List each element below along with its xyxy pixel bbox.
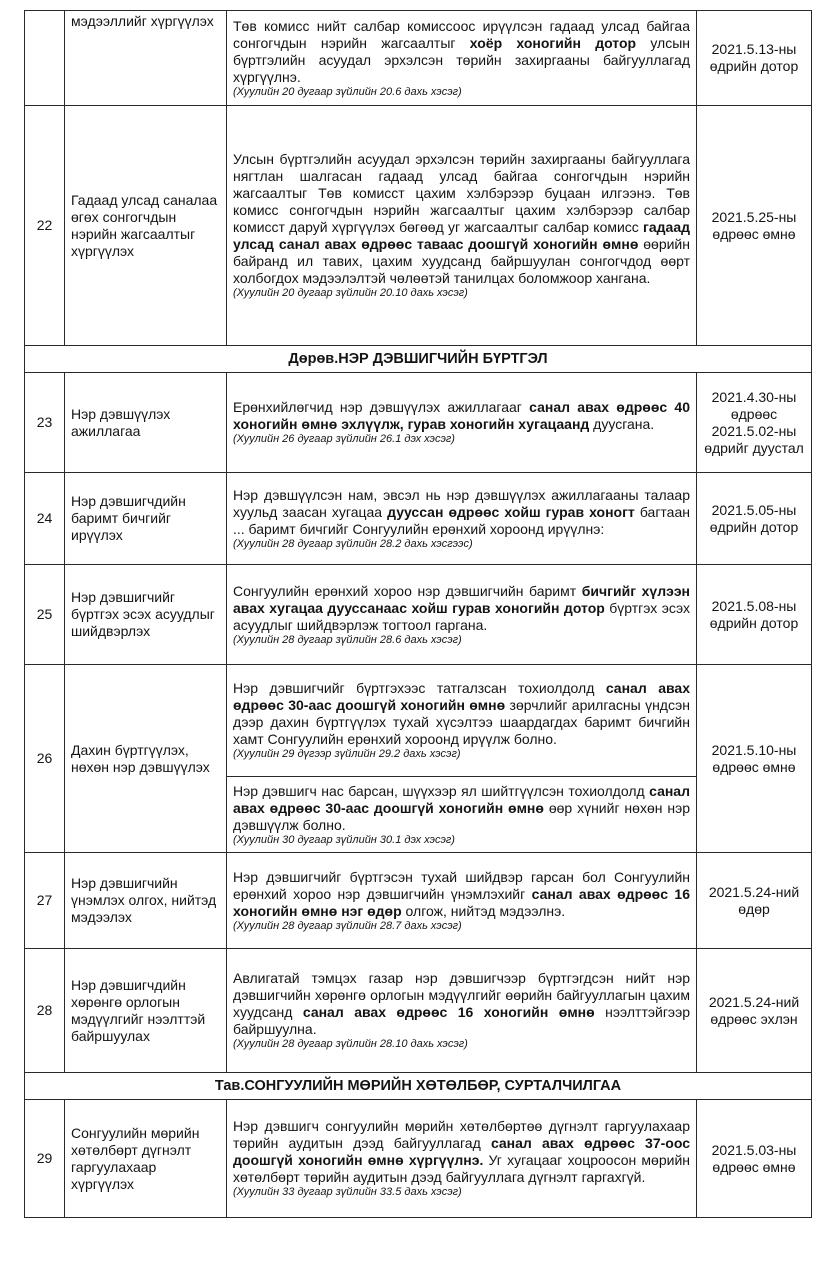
- deadline-cell: 2021.5.24-ний өдрөөс эхлэн: [697, 949, 812, 1073]
- description-text: Сонгуулийн ерөнхий хороо нэр дэвшигчийн баримт: [233, 582, 582, 599]
- activity-cell: Дахин бүртгүүлэх, нөхөн нэр дэвшүүлэх: [65, 665, 227, 853]
- description-text: Нэр дэвшүүлсэн нам, эвсэл нь нэр дэвшүүлэх ажиллагааны талаар хуульд заасан хугацаа: [233, 486, 690, 520]
- description-emphasis: хоёр хоногийн дотор: [469, 34, 637, 51]
- description-text: Нэр дэвшигчийг бүртгэсэн тухай шийдвэр гарсан бол Сонгуулийн ерөнхий хороо нэр дэвшигчийн үнэмлэхийг: [233, 868, 690, 902]
- deadline-cell: 2021.5.03-ны өдрөөс өмнө: [697, 1100, 812, 1218]
- activity-cell: Сонгуулийн мөрийн хөтөлбөрт дүгнэлт гаргуулахаар хүргүүлэх: [65, 1100, 227, 1218]
- row-number: 24: [25, 473, 65, 565]
- activity-cell: Нэр дэвшигчдийн баримт бичгийг ирүүлэх: [65, 473, 227, 565]
- description-text: бүртгэх эсэх асуудлыг шийдвэрлэж тогтоол гаргана.: [233, 599, 690, 633]
- row-number: 27: [25, 853, 65, 949]
- deadline-cell: 2021.5.25-ны өдрөөс өмнө: [697, 106, 812, 346]
- activity-cell: мэдээллийг хүргүүлэх: [65, 11, 227, 106]
- section-heading: Дөрөв.НЭР ДЭВШИГЧИЙН БҮРТГЭЛ: [25, 346, 812, 373]
- section-row: [25, 346, 812, 373]
- table-row: [25, 1100, 812, 1218]
- description-text: өөрийн байранд ил тавих, цахим хуудсанд байршуулан сонгогчдод өөрт холбогдох мэдээлэлтэй чөлөөтэй танилцах боломжоор хангана.: [233, 236, 690, 286]
- row-number: 26: [25, 665, 65, 853]
- activity-cell: Нэр дэвшигчдийн хөрөнгө орлогын мэдүүлгийг нээлттэй байршуулах: [65, 949, 227, 1073]
- description-text: Нэр дэвшигч сонгуулийн мөрийн хөтөлбөртөө дүгнэлт гаргуулахаар төрийн аудитын дээд байгууллагад: [233, 1118, 690, 1151]
- row-number: 22: [25, 106, 65, 346]
- description-emphasis: санал авах өдрөөс 30-аас доошгүй хоногийн өмнө: [233, 680, 690, 713]
- activity-cell: Нэр дэвшүүлэх ажиллагаа: [65, 373, 227, 473]
- deadline-cell: 2021.5.10-ны өдрөөс өмнө: [697, 665, 812, 853]
- law-reference: (Хуулийн 28 дугаар зүйлийн 28.6 дахь хэсэг): [233, 633, 462, 646]
- description-emphasis: санал авах өдрөөс 40 хоногийн өмнө эхлүүлж, гурав хоногийн хугацаанд: [233, 399, 691, 432]
- law-reference: (Хуулийн 20 дугаар зүйлийн 20.6 дахь хэсэг): [233, 85, 462, 98]
- table-row: [25, 373, 812, 473]
- description-cell: [227, 777, 697, 853]
- description-text: Уг хугацааг хоцроосон мөрийн хөтөлбөрт төрийн аудитын дээд байгууллага дүгнэлт гаргахгүй.: [233, 1152, 690, 1185]
- activity-cell: Нэр дэвшигчийн үнэмлэх олгох, нийтэд мэдээлэх: [65, 853, 227, 949]
- description-cell: [227, 373, 697, 473]
- description-text: өөр хүнийг нөхөн нэр дэвшүүлж болно.: [233, 799, 691, 833]
- description-cell: [227, 1100, 697, 1218]
- section-row: [25, 1073, 812, 1100]
- description-text: улсын бүртгэлийн асуудал эрхэлсэн төрийн захиргааны байгууллагад хүргүүлнэ.: [233, 34, 691, 85]
- description-text: Авлигатай тэмцэх газар нэр дэвшигчээр бүртгэгдсэн нийт нэр дэвшигчийн хөрөнгө орлогын мэдүүлгийг өөрийн байгууллагын цахим хуудсанд: [233, 970, 690, 1020]
- law-reference: (Хуулийн 28 дугаар зүйлийн 28.10 дахь хэсэг): [233, 1038, 468, 1050]
- description-cell: [227, 665, 697, 777]
- election-schedule-table: [24, 10, 812, 1218]
- law-reference: (Хуулийн 26 дугаар зүйлийн 26.1 дэх хэсэг): [233, 433, 455, 445]
- section-heading: Тав.СОНГУУЛИЙН МӨРИЙН ХӨТӨЛБӨР, СУРТАЛЧИЛГАА: [25, 1073, 812, 1100]
- description-text: Төв комисс нийт салбар комиссоос ирүүлсэн гадаад улсад байгаа сонгогчдын нэрийн жагсаалтыг: [233, 17, 690, 51]
- description-emphasis: санал авах өдрөөс 30-аас доошгүй хоногийн өмнө: [233, 782, 690, 816]
- table-row: [25, 949, 812, 1073]
- description-emphasis: санал авах өдрөөс 37-оос доошгүй хоногийн өмнө хүргүүлнэ.: [233, 1135, 690, 1168]
- table-row: [25, 565, 812, 665]
- law-reference: (Хуулийн 28 дугаар зүйлийн 28.7 дахь хэсэг): [233, 919, 462, 932]
- description-cell: [227, 106, 697, 346]
- table-row: [25, 853, 812, 949]
- description-cell: [227, 853, 697, 949]
- deadline-cell: 2021.5.05-ны өдрийн дотор: [697, 473, 812, 565]
- activity-cell: Гадаад улсад саналаа өгөх сонгогчдын нэрийн жагсаалтыг хүргүүлэх: [65, 106, 227, 346]
- row-number: 28: [25, 949, 65, 1073]
- description-emphasis: санал авах өдрөөс 16 хоногийн өмнө: [302, 1004, 595, 1020]
- table-row: [25, 473, 812, 565]
- description-text: багтаан ... баримт бичгийг Сонгуулийн ерөнхий хороонд ирүүлнэ:: [233, 503, 690, 537]
- description-cell: [227, 565, 697, 665]
- description-text: зөрчлийг арилгасны үндсэн дээр дахин бүртгүүлэх тухай хүсэлтээ шаардагдах баримт бичгийн хамт Сонгуулийн ерөнхий хороонд ирүүлж болно.: [233, 697, 691, 747]
- description-emphasis: бичгийг хүлээн авах хугацаа дууссанаас хойш гурав хоногийн дотор: [233, 582, 690, 616]
- deadline-cell: 2021.5.13-ны өдрийн дотор: [697, 11, 812, 106]
- description-text: Улсын бүртгэлийн асуудал эрхэлсэн төрийн захиргааны байгууллага нягтлан шалгасан гадаад улсад байгаа сонгогчдын нэрийн жагсаалтыг Төв комисст цахим хэлбэрээр буцаан илгээнэ. Төв комисс сонгогчдын нэрийн жагсаалтыг цахим хэлбэрээр салбар комисст даруй хүргүүлэх бөгөөд уг жагсаалтыг салбар комисс: [233, 151, 690, 235]
- description-cell: [227, 473, 697, 565]
- description-text: Нэр дэвшигчийг бүртгэхээс татгалзсан тохиолдолд: [233, 680, 606, 696]
- table-row: [25, 106, 812, 346]
- row-number: 25: [25, 565, 65, 665]
- description-text: олгож, нийтэд мэдээлнэ.: [401, 902, 566, 919]
- description-cell: [227, 11, 697, 106]
- description-text: нээлттэйгээр байршуулна.: [233, 1004, 690, 1037]
- description-cell: [227, 949, 697, 1073]
- law-reference: (Хуулийн 28 дугаар зүйлийн 28.2 дахь хэсгээс): [233, 537, 473, 550]
- law-reference: (Хуулийн 20 дугаар зүйлийн 20.10 дахь хэсэг): [233, 287, 468, 299]
- deadline-cell: 2021.5.24-ний өдөр: [697, 853, 812, 949]
- description-text: дуусгана.: [589, 416, 655, 432]
- deadline-cell: 2021.5.08-ны өдрийн дотор: [697, 565, 812, 665]
- table-row: [25, 665, 812, 777]
- description-text: Нэр дэвшигч нас барсан, шүүхээр ял шийтгүүлсэн тохиолдолд: [233, 782, 650, 799]
- row-number: [25, 11, 65, 106]
- description-emphasis: гадаад улсад санал авах өдрөөс таваас доошгүй хоногийн өмнө: [233, 219, 690, 252]
- description-text: Ерөнхийлөгчид нэр дэвшүүлэх ажиллагааг: [233, 399, 530, 415]
- description-emphasis: санал авах өдрөөс 16 хоногийн өмнө нэг өдөр: [233, 885, 690, 919]
- law-reference: (Хуулийн 33 дугаар зүйлийн 33.5 дахь хэсэг): [233, 1186, 462, 1198]
- law-reference: (Хуулийн 30 дугаар зүйлийн 30.1 дэх хэсэг): [233, 833, 455, 846]
- activity-cell: Нэр дэвшигчийг бүртгэх эсэх асуудлыг шийдвэрлэх: [65, 565, 227, 665]
- table-row: [25, 11, 812, 106]
- deadline-cell: 2021.4.30-ны өдрөөс 2021.5.02-ны өдрийг дуустал: [697, 373, 812, 473]
- row-number: 23: [25, 373, 65, 473]
- description-emphasis: дууссан өдрөөс хойш гурав хоногт: [387, 503, 635, 520]
- row-number: 29: [25, 1100, 65, 1218]
- law-reference: (Хуулийн 29 дүгээр зүйлийн 29.2 дахь хэсэг): [233, 748, 461, 760]
